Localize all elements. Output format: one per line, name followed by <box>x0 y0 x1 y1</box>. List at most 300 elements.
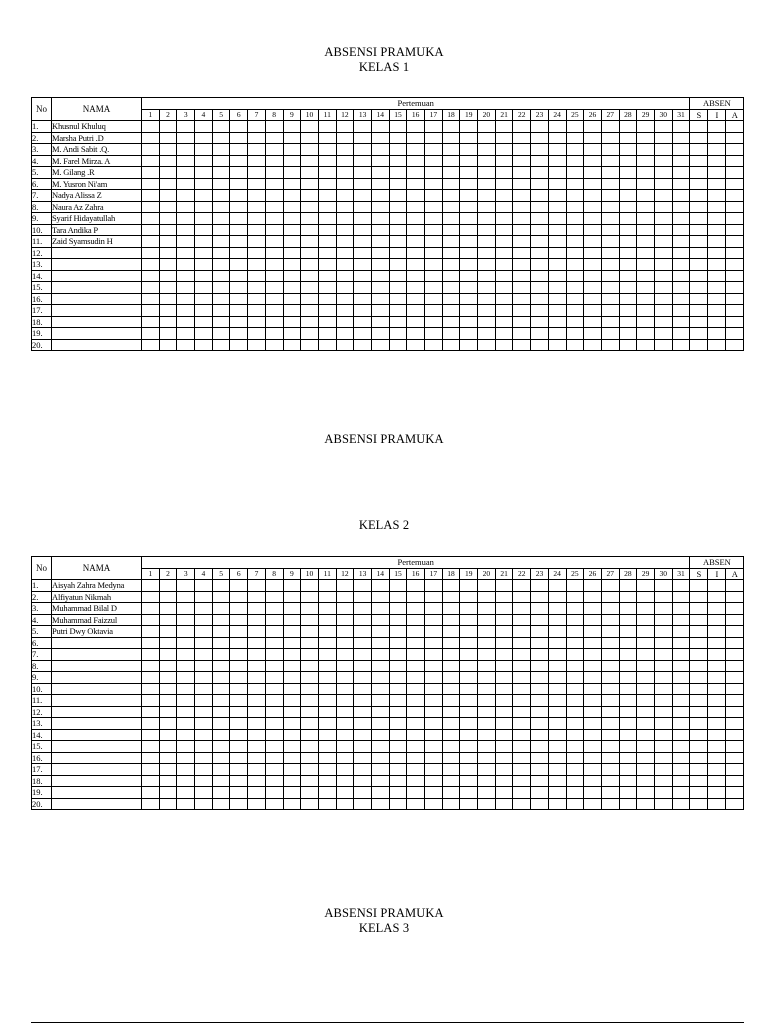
attendance-cell[interactable] <box>195 190 213 202</box>
attendance-cell[interactable] <box>265 787 283 799</box>
attendance-cell[interactable] <box>548 752 566 764</box>
attendance-cell[interactable] <box>354 706 372 718</box>
attendance-cell[interactable] <box>212 775 230 787</box>
attendance-cell[interactable] <box>425 614 443 626</box>
attendance-cell[interactable] <box>159 213 177 225</box>
attendance-cell[interactable] <box>566 798 584 810</box>
attendance-cell[interactable] <box>301 741 319 753</box>
attendance-cell[interactable] <box>212 764 230 776</box>
attendance-cell[interactable] <box>619 339 637 351</box>
attendance-cell[interactable] <box>478 741 496 753</box>
attendance-cell[interactable] <box>248 683 266 695</box>
absen-cell[interactable] <box>726 580 744 592</box>
attendance-cell[interactable] <box>478 190 496 202</box>
attendance-cell[interactable] <box>531 328 549 340</box>
attendance-cell[interactable] <box>495 729 513 741</box>
attendance-cell[interactable] <box>637 293 655 305</box>
attendance-cell[interactable] <box>283 775 301 787</box>
attendance-cell[interactable] <box>318 144 336 156</box>
attendance-cell[interactable] <box>301 764 319 776</box>
attendance-cell[interactable] <box>672 580 690 592</box>
attendance-cell[interactable] <box>230 660 248 672</box>
attendance-cell[interactable] <box>495 718 513 730</box>
attendance-cell[interactable] <box>142 660 160 672</box>
attendance-cell[interactable] <box>513 259 531 271</box>
attendance-cell[interactable] <box>637 236 655 248</box>
attendance-cell[interactable] <box>248 672 266 684</box>
attendance-cell[interactable] <box>248 178 266 190</box>
attendance-cell[interactable] <box>371 328 389 340</box>
absen-cell[interactable] <box>690 270 708 282</box>
attendance-cell[interactable] <box>195 683 213 695</box>
attendance-cell[interactable] <box>318 293 336 305</box>
absen-cell[interactable] <box>726 178 744 190</box>
attendance-cell[interactable] <box>389 270 407 282</box>
attendance-cell[interactable] <box>301 247 319 259</box>
attendance-cell[interactable] <box>654 741 672 753</box>
attendance-cell[interactable] <box>548 695 566 707</box>
attendance-cell[interactable] <box>142 637 160 649</box>
attendance-cell[interactable] <box>548 649 566 661</box>
attendance-cell[interactable] <box>531 213 549 225</box>
attendance-cell[interactable] <box>354 270 372 282</box>
attendance-cell[interactable] <box>442 144 460 156</box>
attendance-cell[interactable] <box>442 729 460 741</box>
attendance-cell[interactable] <box>672 672 690 684</box>
attendance-cell[interactable] <box>584 591 602 603</box>
attendance-cell[interactable] <box>460 775 478 787</box>
attendance-cell[interactable] <box>195 775 213 787</box>
attendance-cell[interactable] <box>265 660 283 672</box>
attendance-cell[interactable] <box>478 672 496 684</box>
attendance-cell[interactable] <box>442 270 460 282</box>
attendance-cell[interactable] <box>407 282 425 294</box>
attendance-cell[interactable] <box>566 718 584 730</box>
attendance-cell[interactable] <box>389 580 407 592</box>
attendance-cell[interactable] <box>142 580 160 592</box>
attendance-cell[interactable] <box>548 683 566 695</box>
attendance-cell[interactable] <box>159 259 177 271</box>
absen-cell[interactable] <box>690 201 708 213</box>
attendance-cell[interactable] <box>318 660 336 672</box>
attendance-cell[interactable] <box>142 132 160 144</box>
attendance-cell[interactable] <box>248 660 266 672</box>
attendance-cell[interactable] <box>601 706 619 718</box>
attendance-cell[interactable] <box>654 591 672 603</box>
attendance-cell[interactable] <box>495 741 513 753</box>
attendance-cell[interactable] <box>548 190 566 202</box>
attendance-cell[interactable] <box>354 626 372 638</box>
attendance-cell[interactable] <box>283 764 301 776</box>
attendance-cell[interactable] <box>212 316 230 328</box>
attendance-cell[interactable] <box>495 201 513 213</box>
attendance-cell[interactable] <box>478 121 496 133</box>
absen-cell[interactable] <box>690 683 708 695</box>
attendance-cell[interactable] <box>265 201 283 213</box>
attendance-cell[interactable] <box>265 293 283 305</box>
absen-cell[interactable] <box>708 282 726 294</box>
attendance-cell[interactable] <box>318 729 336 741</box>
attendance-cell[interactable] <box>601 729 619 741</box>
attendance-cell[interactable] <box>601 328 619 340</box>
attendance-cell[interactable] <box>142 178 160 190</box>
attendance-cell[interactable] <box>212 121 230 133</box>
attendance-cell[interactable] <box>195 270 213 282</box>
absen-cell[interactable] <box>708 649 726 661</box>
attendance-cell[interactable] <box>513 706 531 718</box>
attendance-cell[interactable] <box>407 637 425 649</box>
absen-cell[interactable] <box>708 580 726 592</box>
attendance-cell[interactable] <box>407 683 425 695</box>
attendance-cell[interactable] <box>212 270 230 282</box>
attendance-cell[interactable] <box>601 132 619 144</box>
attendance-cell[interactable] <box>619 591 637 603</box>
absen-cell[interactable] <box>726 729 744 741</box>
attendance-cell[interactable] <box>548 213 566 225</box>
absen-cell[interactable] <box>708 752 726 764</box>
attendance-cell[interactable] <box>584 718 602 730</box>
attendance-cell[interactable] <box>212 144 230 156</box>
attendance-cell[interactable] <box>318 316 336 328</box>
attendance-cell[interactable] <box>566 270 584 282</box>
attendance-cell[interactable] <box>142 775 160 787</box>
attendance-cell[interactable] <box>177 626 195 638</box>
attendance-cell[interactable] <box>177 293 195 305</box>
attendance-cell[interactable] <box>336 224 354 236</box>
attendance-cell[interactable] <box>371 637 389 649</box>
attendance-cell[interactable] <box>619 282 637 294</box>
attendance-cell[interactable] <box>371 178 389 190</box>
attendance-cell[interactable] <box>460 603 478 615</box>
absen-cell[interactable] <box>708 316 726 328</box>
attendance-cell[interactable] <box>407 787 425 799</box>
attendance-cell[interactable] <box>654 178 672 190</box>
attendance-cell[interactable] <box>478 259 496 271</box>
attendance-cell[interactable] <box>619 293 637 305</box>
attendance-cell[interactable] <box>318 339 336 351</box>
attendance-cell[interactable] <box>513 649 531 661</box>
attendance-cell[interactable] <box>283 580 301 592</box>
absen-cell[interactable] <box>708 144 726 156</box>
attendance-cell[interactable] <box>672 591 690 603</box>
attendance-cell[interactable] <box>301 270 319 282</box>
attendance-cell[interactable] <box>531 201 549 213</box>
absen-cell[interactable] <box>690 649 708 661</box>
attendance-cell[interactable] <box>265 614 283 626</box>
attendance-cell[interactable] <box>584 580 602 592</box>
attendance-cell[interactable] <box>672 259 690 271</box>
attendance-cell[interactable] <box>654 155 672 167</box>
attendance-cell[interactable] <box>248 798 266 810</box>
attendance-cell[interactable] <box>318 626 336 638</box>
attendance-cell[interactable] <box>142 236 160 248</box>
attendance-cell[interactable] <box>672 798 690 810</box>
attendance-cell[interactable] <box>654 706 672 718</box>
attendance-cell[interactable] <box>495 236 513 248</box>
attendance-cell[interactable] <box>442 580 460 592</box>
attendance-cell[interactable] <box>407 190 425 202</box>
attendance-cell[interactable] <box>195 741 213 753</box>
attendance-cell[interactable] <box>460 626 478 638</box>
attendance-cell[interactable] <box>265 316 283 328</box>
attendance-cell[interactable] <box>159 155 177 167</box>
attendance-cell[interactable] <box>248 741 266 753</box>
attendance-cell[interactable] <box>672 775 690 787</box>
attendance-cell[interactable] <box>283 213 301 225</box>
attendance-cell[interactable] <box>142 649 160 661</box>
attendance-cell[interactable] <box>371 603 389 615</box>
absen-cell[interactable] <box>726 132 744 144</box>
attendance-cell[interactable] <box>212 787 230 799</box>
attendance-cell[interactable] <box>637 729 655 741</box>
attendance-cell[interactable] <box>318 718 336 730</box>
attendance-cell[interactable] <box>248 603 266 615</box>
attendance-cell[interactable] <box>672 695 690 707</box>
attendance-cell[interactable] <box>442 132 460 144</box>
attendance-cell[interactable] <box>142 247 160 259</box>
attendance-cell[interactable] <box>159 293 177 305</box>
attendance-cell[interactable] <box>195 293 213 305</box>
attendance-cell[interactable] <box>371 213 389 225</box>
attendance-cell[interactable] <box>548 247 566 259</box>
attendance-cell[interactable] <box>159 626 177 638</box>
attendance-cell[interactable] <box>142 672 160 684</box>
attendance-cell[interactable] <box>265 729 283 741</box>
attendance-cell[interactable] <box>212 603 230 615</box>
absen-cell[interactable] <box>690 178 708 190</box>
attendance-cell[interactable] <box>301 695 319 707</box>
attendance-cell[interactable] <box>566 752 584 764</box>
attendance-cell[interactable] <box>566 167 584 179</box>
attendance-cell[interactable] <box>548 718 566 730</box>
attendance-cell[interactable] <box>142 798 160 810</box>
attendance-cell[interactable] <box>478 626 496 638</box>
attendance-cell[interactable] <box>566 741 584 753</box>
attendance-cell[interactable] <box>478 213 496 225</box>
attendance-cell[interactable] <box>425 293 443 305</box>
attendance-cell[interactable] <box>566 190 584 202</box>
attendance-cell[interactable] <box>513 270 531 282</box>
attendance-cell[interactable] <box>531 305 549 317</box>
attendance-cell[interactable] <box>389 213 407 225</box>
attendance-cell[interactable] <box>159 316 177 328</box>
attendance-cell[interactable] <box>584 752 602 764</box>
attendance-cell[interactable] <box>407 580 425 592</box>
attendance-cell[interactable] <box>177 247 195 259</box>
attendance-cell[interactable] <box>654 121 672 133</box>
absen-cell[interactable] <box>708 293 726 305</box>
attendance-cell[interactable] <box>301 637 319 649</box>
attendance-cell[interactable] <box>159 270 177 282</box>
attendance-cell[interactable] <box>531 741 549 753</box>
attendance-cell[interactable] <box>601 580 619 592</box>
attendance-cell[interactable] <box>531 236 549 248</box>
attendance-cell[interactable] <box>584 167 602 179</box>
attendance-cell[interactable] <box>442 637 460 649</box>
attendance-cell[interactable] <box>654 718 672 730</box>
attendance-cell[interactable] <box>177 649 195 661</box>
attendance-cell[interactable] <box>265 328 283 340</box>
attendance-cell[interactable] <box>142 626 160 638</box>
attendance-cell[interactable] <box>195 328 213 340</box>
absen-cell[interactable] <box>726 259 744 271</box>
attendance-cell[interactable] <box>654 752 672 764</box>
attendance-cell[interactable] <box>318 706 336 718</box>
attendance-cell[interactable] <box>566 201 584 213</box>
attendance-cell[interactable] <box>513 236 531 248</box>
attendance-cell[interactable] <box>248 580 266 592</box>
attendance-cell[interactable] <box>442 775 460 787</box>
attendance-cell[interactable] <box>230 649 248 661</box>
attendance-cell[interactable] <box>442 752 460 764</box>
attendance-cell[interactable] <box>460 706 478 718</box>
attendance-cell[interactable] <box>371 672 389 684</box>
attendance-cell[interactable] <box>566 132 584 144</box>
attendance-cell[interactable] <box>265 178 283 190</box>
attendance-cell[interactable] <box>495 270 513 282</box>
attendance-cell[interactable] <box>177 144 195 156</box>
attendance-cell[interactable] <box>248 247 266 259</box>
attendance-cell[interactable] <box>230 672 248 684</box>
absen-cell[interactable] <box>708 672 726 684</box>
attendance-cell[interactable] <box>672 316 690 328</box>
attendance-cell[interactable] <box>460 339 478 351</box>
attendance-cell[interactable] <box>637 580 655 592</box>
absen-cell[interactable] <box>708 775 726 787</box>
attendance-cell[interactable] <box>159 224 177 236</box>
attendance-cell[interactable] <box>212 282 230 294</box>
attendance-cell[interactable] <box>531 649 549 661</box>
attendance-cell[interactable] <box>513 339 531 351</box>
attendance-cell[interactable] <box>389 282 407 294</box>
attendance-cell[interactable] <box>142 201 160 213</box>
attendance-cell[interactable] <box>389 247 407 259</box>
attendance-cell[interactable] <box>336 316 354 328</box>
attendance-cell[interactable] <box>601 787 619 799</box>
attendance-cell[interactable] <box>442 316 460 328</box>
absen-cell[interactable] <box>726 270 744 282</box>
attendance-cell[interactable] <box>283 247 301 259</box>
attendance-cell[interactable] <box>619 787 637 799</box>
attendance-cell[interactable] <box>442 293 460 305</box>
absen-cell[interactable] <box>726 316 744 328</box>
attendance-cell[interactable] <box>407 706 425 718</box>
attendance-cell[interactable] <box>248 752 266 764</box>
attendance-cell[interactable] <box>407 316 425 328</box>
absen-cell[interactable] <box>690 282 708 294</box>
attendance-cell[interactable] <box>495 626 513 638</box>
attendance-cell[interactable] <box>142 144 160 156</box>
attendance-cell[interactable] <box>336 167 354 179</box>
attendance-cell[interactable] <box>513 316 531 328</box>
attendance-cell[interactable] <box>407 339 425 351</box>
attendance-cell[interactable] <box>654 224 672 236</box>
attendance-cell[interactable] <box>566 603 584 615</box>
attendance-cell[interactable] <box>159 305 177 317</box>
attendance-cell[interactable] <box>407 132 425 144</box>
attendance-cell[interactable] <box>425 155 443 167</box>
attendance-cell[interactable] <box>495 190 513 202</box>
attendance-cell[interactable] <box>584 660 602 672</box>
attendance-cell[interactable] <box>442 167 460 179</box>
attendance-cell[interactable] <box>442 213 460 225</box>
attendance-cell[interactable] <box>548 660 566 672</box>
attendance-cell[interactable] <box>460 752 478 764</box>
absen-cell[interactable] <box>708 741 726 753</box>
attendance-cell[interactable] <box>318 695 336 707</box>
attendance-cell[interactable] <box>354 328 372 340</box>
absen-cell[interactable] <box>690 706 708 718</box>
attendance-cell[interactable] <box>584 178 602 190</box>
attendance-cell[interactable] <box>195 695 213 707</box>
attendance-cell[interactable] <box>159 121 177 133</box>
attendance-cell[interactable] <box>195 706 213 718</box>
attendance-cell[interactable] <box>425 729 443 741</box>
attendance-cell[interactable] <box>301 787 319 799</box>
attendance-cell[interactable] <box>283 695 301 707</box>
attendance-cell[interactable] <box>478 787 496 799</box>
attendance-cell[interactable] <box>442 660 460 672</box>
attendance-cell[interactable] <box>637 282 655 294</box>
attendance-cell[interactable] <box>654 603 672 615</box>
attendance-cell[interactable] <box>442 178 460 190</box>
attendance-cell[interactable] <box>230 683 248 695</box>
attendance-cell[interactable] <box>195 649 213 661</box>
attendance-cell[interactable] <box>265 775 283 787</box>
attendance-cell[interactable] <box>301 236 319 248</box>
attendance-cell[interactable] <box>407 775 425 787</box>
absen-cell[interactable] <box>726 764 744 776</box>
attendance-cell[interactable] <box>301 316 319 328</box>
attendance-cell[interactable] <box>230 213 248 225</box>
attendance-cell[interactable] <box>513 695 531 707</box>
attendance-cell[interactable] <box>230 775 248 787</box>
attendance-cell[interactable] <box>425 798 443 810</box>
attendance-cell[interactable] <box>460 672 478 684</box>
attendance-cell[interactable] <box>301 614 319 626</box>
attendance-cell[interactable] <box>672 683 690 695</box>
attendance-cell[interactable] <box>460 259 478 271</box>
attendance-cell[interactable] <box>142 213 160 225</box>
attendance-cell[interactable] <box>619 305 637 317</box>
attendance-cell[interactable] <box>371 155 389 167</box>
attendance-cell[interactable] <box>318 672 336 684</box>
attendance-cell[interactable] <box>478 155 496 167</box>
attendance-cell[interactable] <box>212 167 230 179</box>
attendance-cell[interactable] <box>283 672 301 684</box>
absen-cell[interactable] <box>690 718 708 730</box>
attendance-cell[interactable] <box>513 729 531 741</box>
absen-cell[interactable] <box>690 614 708 626</box>
attendance-cell[interactable] <box>248 764 266 776</box>
attendance-cell[interactable] <box>318 603 336 615</box>
attendance-cell[interactable] <box>531 695 549 707</box>
attendance-cell[interactable] <box>283 121 301 133</box>
attendance-cell[interactable] <box>336 155 354 167</box>
attendance-cell[interactable] <box>195 247 213 259</box>
attendance-cell[interactable] <box>584 798 602 810</box>
attendance-cell[interactable] <box>478 328 496 340</box>
attendance-cell[interactable] <box>159 695 177 707</box>
attendance-cell[interactable] <box>548 339 566 351</box>
attendance-cell[interactable] <box>513 603 531 615</box>
attendance-cell[interactable] <box>248 695 266 707</box>
attendance-cell[interactable] <box>460 305 478 317</box>
attendance-cell[interactable] <box>177 190 195 202</box>
attendance-cell[interactable] <box>336 741 354 753</box>
attendance-cell[interactable] <box>389 764 407 776</box>
attendance-cell[interactable] <box>301 213 319 225</box>
